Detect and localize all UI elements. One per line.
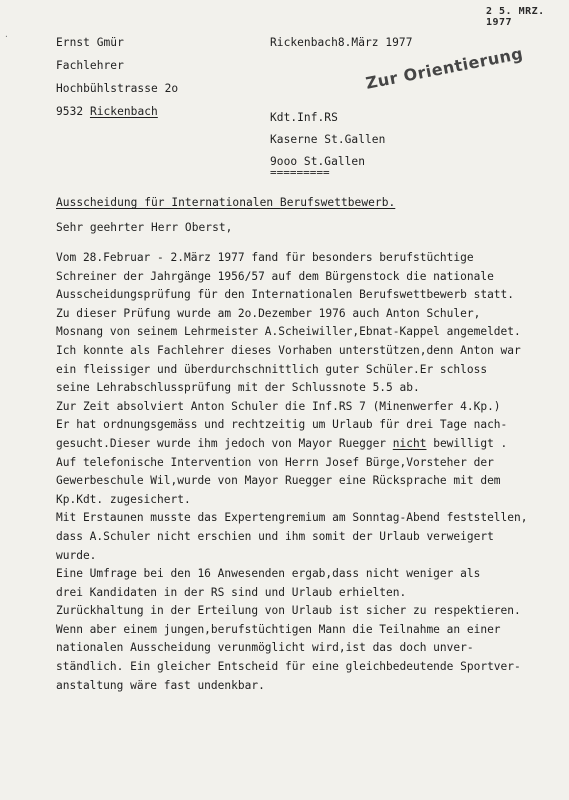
body-text: gesucht.Dieser wurde ihm jedoch von Mayor Ruegger [56, 436, 393, 450]
body-line: Gewerbeschule Wil,wurde von Mayor Ruegger eine Rücksprache mit dem [56, 474, 501, 488]
sender-name: Ernst Gmür [56, 36, 124, 49]
recipient-line-3: 9ooo St.Gallen [270, 155, 365, 168]
body-line: Wenn aber einem jungen,berufstüchtigen Mann die Teilnahme an einer [56, 622, 501, 636]
body-line: dass A.Schuler nicht erschien und ihm somit der Urlaub verweigert [56, 529, 494, 543]
body-line: Er hat ordnungsgemäss und rechtzeitig um Urlaub für drei Tage nach- [56, 418, 508, 432]
body-line: Zur Zeit absolviert Anton Schuler die Inf.RS 7 (Minenwerfer 4.Kp.) [56, 399, 501, 413]
recipient-double-rule: ========= [270, 166, 330, 179]
body-line: drei Kandidaten in der RS sind und Urlaub erhielten. [56, 585, 407, 599]
body-text: bewilligt . [426, 436, 508, 450]
recipient-line-2: Kaserne St.Gallen [270, 133, 386, 146]
body-line: Kp.Kdt. zugesichert. [56, 492, 191, 506]
received-date-stamp: 2 5. MRZ. 1977 [486, 6, 545, 28]
body-line: anstaltung wäre fast undenkbar. [56, 678, 265, 692]
body-line: ein fleissiger und überdurchschnittlich guter Schüler.Er schloss [56, 362, 488, 376]
body-line: Vom 28.Februar - 2.März 1977 fand für besonders berufstüchtige [56, 251, 474, 264]
sender-city-line [56, 105, 158, 119]
sender-street: Hochbühlstrasse 2o [56, 82, 179, 95]
body-line: Eine Umfrage bei den 16 Anwesenden ergab,dass nicht weniger als [56, 567, 481, 581]
body-line: Schreiner der Jahrgänge 1956/57 auf dem Bürgenstock die nationale [56, 269, 494, 283]
body-line: Mosnang von seinem Lehrmeister A.Scheiwiller,Ebnat-Kappel angemeldet. [56, 325, 521, 339]
recipient-line-1: Kdt.Inf.RS [270, 111, 338, 124]
sender-title: Fachlehrer [56, 59, 124, 72]
body-line: Zurückhaltung in der Erteilung von Urlaub ist sicher zu respektieren. [56, 604, 521, 618]
body-line [56, 435, 527, 454]
body-line: Mit Erstaunen musste das Expertengremium am Sonntag-Abend feststellen, [56, 511, 528, 525]
body-line: nationalen Ausscheidung verunmöglicht wird,ist das doch unver- [56, 641, 474, 655]
subject-line: Ausscheidung für Internationalen Berufswettbewerb. [56, 196, 396, 209]
salutation: Sehr geehrter Herr Oberst, [56, 221, 233, 234]
orientation-stamp: Zur Orientierung [364, 43, 525, 93]
body-line: Auf telefonische Intervention von Herrn Josef Bürge,Vorsteher der [56, 455, 494, 469]
body-line: Ich konnte als Fachlehrer dieses Vorhaben unterstützen,denn Anton war [56, 343, 521, 357]
body-line: Ausscheidungsprüfung für den Internationalen Berufswettbewerb statt. [56, 288, 515, 302]
body-line: wurde. [56, 548, 97, 562]
place-date: Rickenbach8.März 1977 [270, 36, 413, 49]
body-line: Zu dieser Prüfung wurde am 2o.Dezember 1976 auch Anton Schuler, [56, 306, 481, 320]
letter-body [56, 249, 527, 695]
sender-city: Rickenbach [89, 105, 158, 118]
body-line: seine Lehrabschlussprüfung mit der Schlussnote 5.5 ab. [56, 381, 420, 395]
body-line: ständlich. Ein gleicher Entscheid für eine gleichbedeutende Sportver- [56, 660, 521, 674]
scan-mark: · [4, 32, 9, 41]
emphasis-nicht: nicht [392, 436, 427, 450]
sender-zip: 9532 [56, 105, 84, 118]
